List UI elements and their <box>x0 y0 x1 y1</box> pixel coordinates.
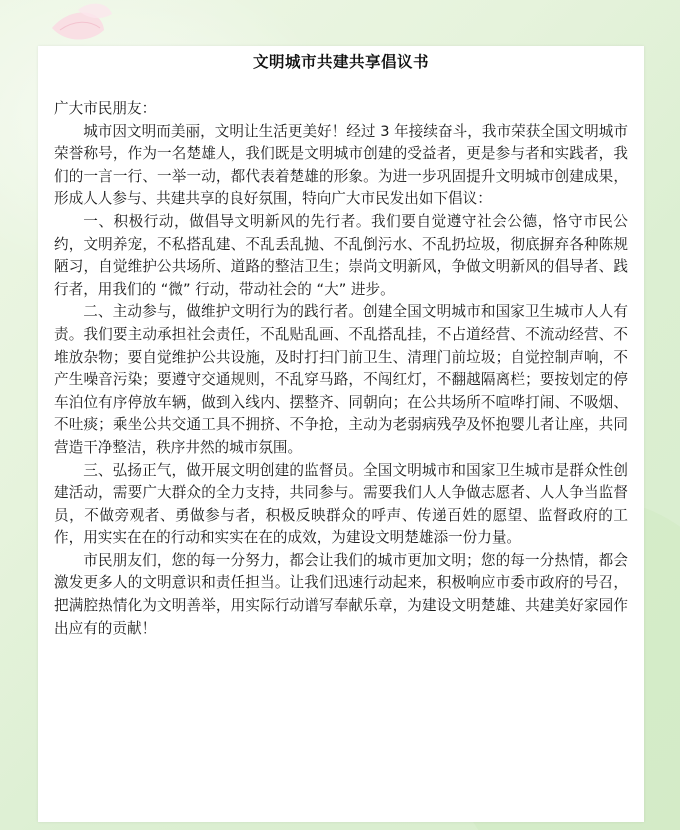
paragraph-intro: 城市因文明而美丽，文明让生活更美好！经过 3 年接续奋斗，我市荣获全国文明城市荣誉称号，作为一名楚雄人，我们既是文明城市创建的受益者，更是参与者和实践者，我们的一言一行、一举一动，都代表着楚雄的形象。为进一步巩固提升文明城市创建成果，形成人人参与、共建共享的良好氛围，特向广大市民发出如下倡议： <box>54 122 628 208</box>
document-title: 文明城市共建共享倡议书 <box>252 53 429 71</box>
paragraph-initiative-1: 一、积极行动，做倡导文明新风的先行者。我们要自觉遵守社会公德，恪守市民公约，文明养宠，不私搭乱建、不乱丢乱抛、不乱倒污水、不乱扔垃圾，彻底摒弃各种陈规陋习，自觉维护公共场所、道路的整洁卫生；崇尚文明新风，争做文明新风的倡导者、践行者，用我们的 “微” 行动，带动社会的 “大” 进步。 <box>54 212 628 298</box>
paragraph-initiative-2: 二、主动参与，做维护文明行为的践行者。创建全国文明城市和国家卫生城市人人有责。我们要主动承担社会责任，不乱贴乱画、不乱搭乱挂，不占道经营、不流动经营、不堆放杂物；要自觉维护公共设施，及时打扫门前卫生、清理门前垃圾；自觉控制声响，不产生噪音污染；要遵守交通规则，不乱穿马路，不闯红灯，不翻越隔离栏；要按划定的停车泊位有序停放车辆，做到入线内、摆整齐、同朝向；在公共场所不喧哗打闹、不吸烟、不吐痰；乘坐公共交通工具不拥挤、不争抢，主动为老弱病残孕及怀抱婴儿者让座，共同营造干净整洁，秩序井然的城市氛围。 <box>54 303 628 456</box>
document-page <box>38 46 644 822</box>
salutation: 广大市民朋友： <box>54 100 157 117</box>
document-body <box>54 98 628 640</box>
paragraph-initiative-3: 三、弘扬正气，做开展文明创建的监督员。全国文明城市和国家卫生城市是群众性创建活动，需要广大群众的全力支持，共同参与。需要我们人人争做志愿者、人人争当监督员，不做旁观者、勇做参与者，积极反映群众的呼声、传递百姓的愿望、监督政府的工作，用实实在在的行动和实实在在的成效，为建设文明楚雄添一份力量。 <box>54 461 628 547</box>
paragraph-closing: 市民朋友们，您的每一分努力，都会让我们的城市更加文明；您的每一分热情，都会激发更多人的文明意识和责任担当。让我们迅速行动起来，积极响应市委市政府的号召，把满腔热情化为文明善举，用实际行动谱写奉献乐章，为建设文明楚雄、共建美好家园作出应有的贡献！ <box>54 551 628 637</box>
